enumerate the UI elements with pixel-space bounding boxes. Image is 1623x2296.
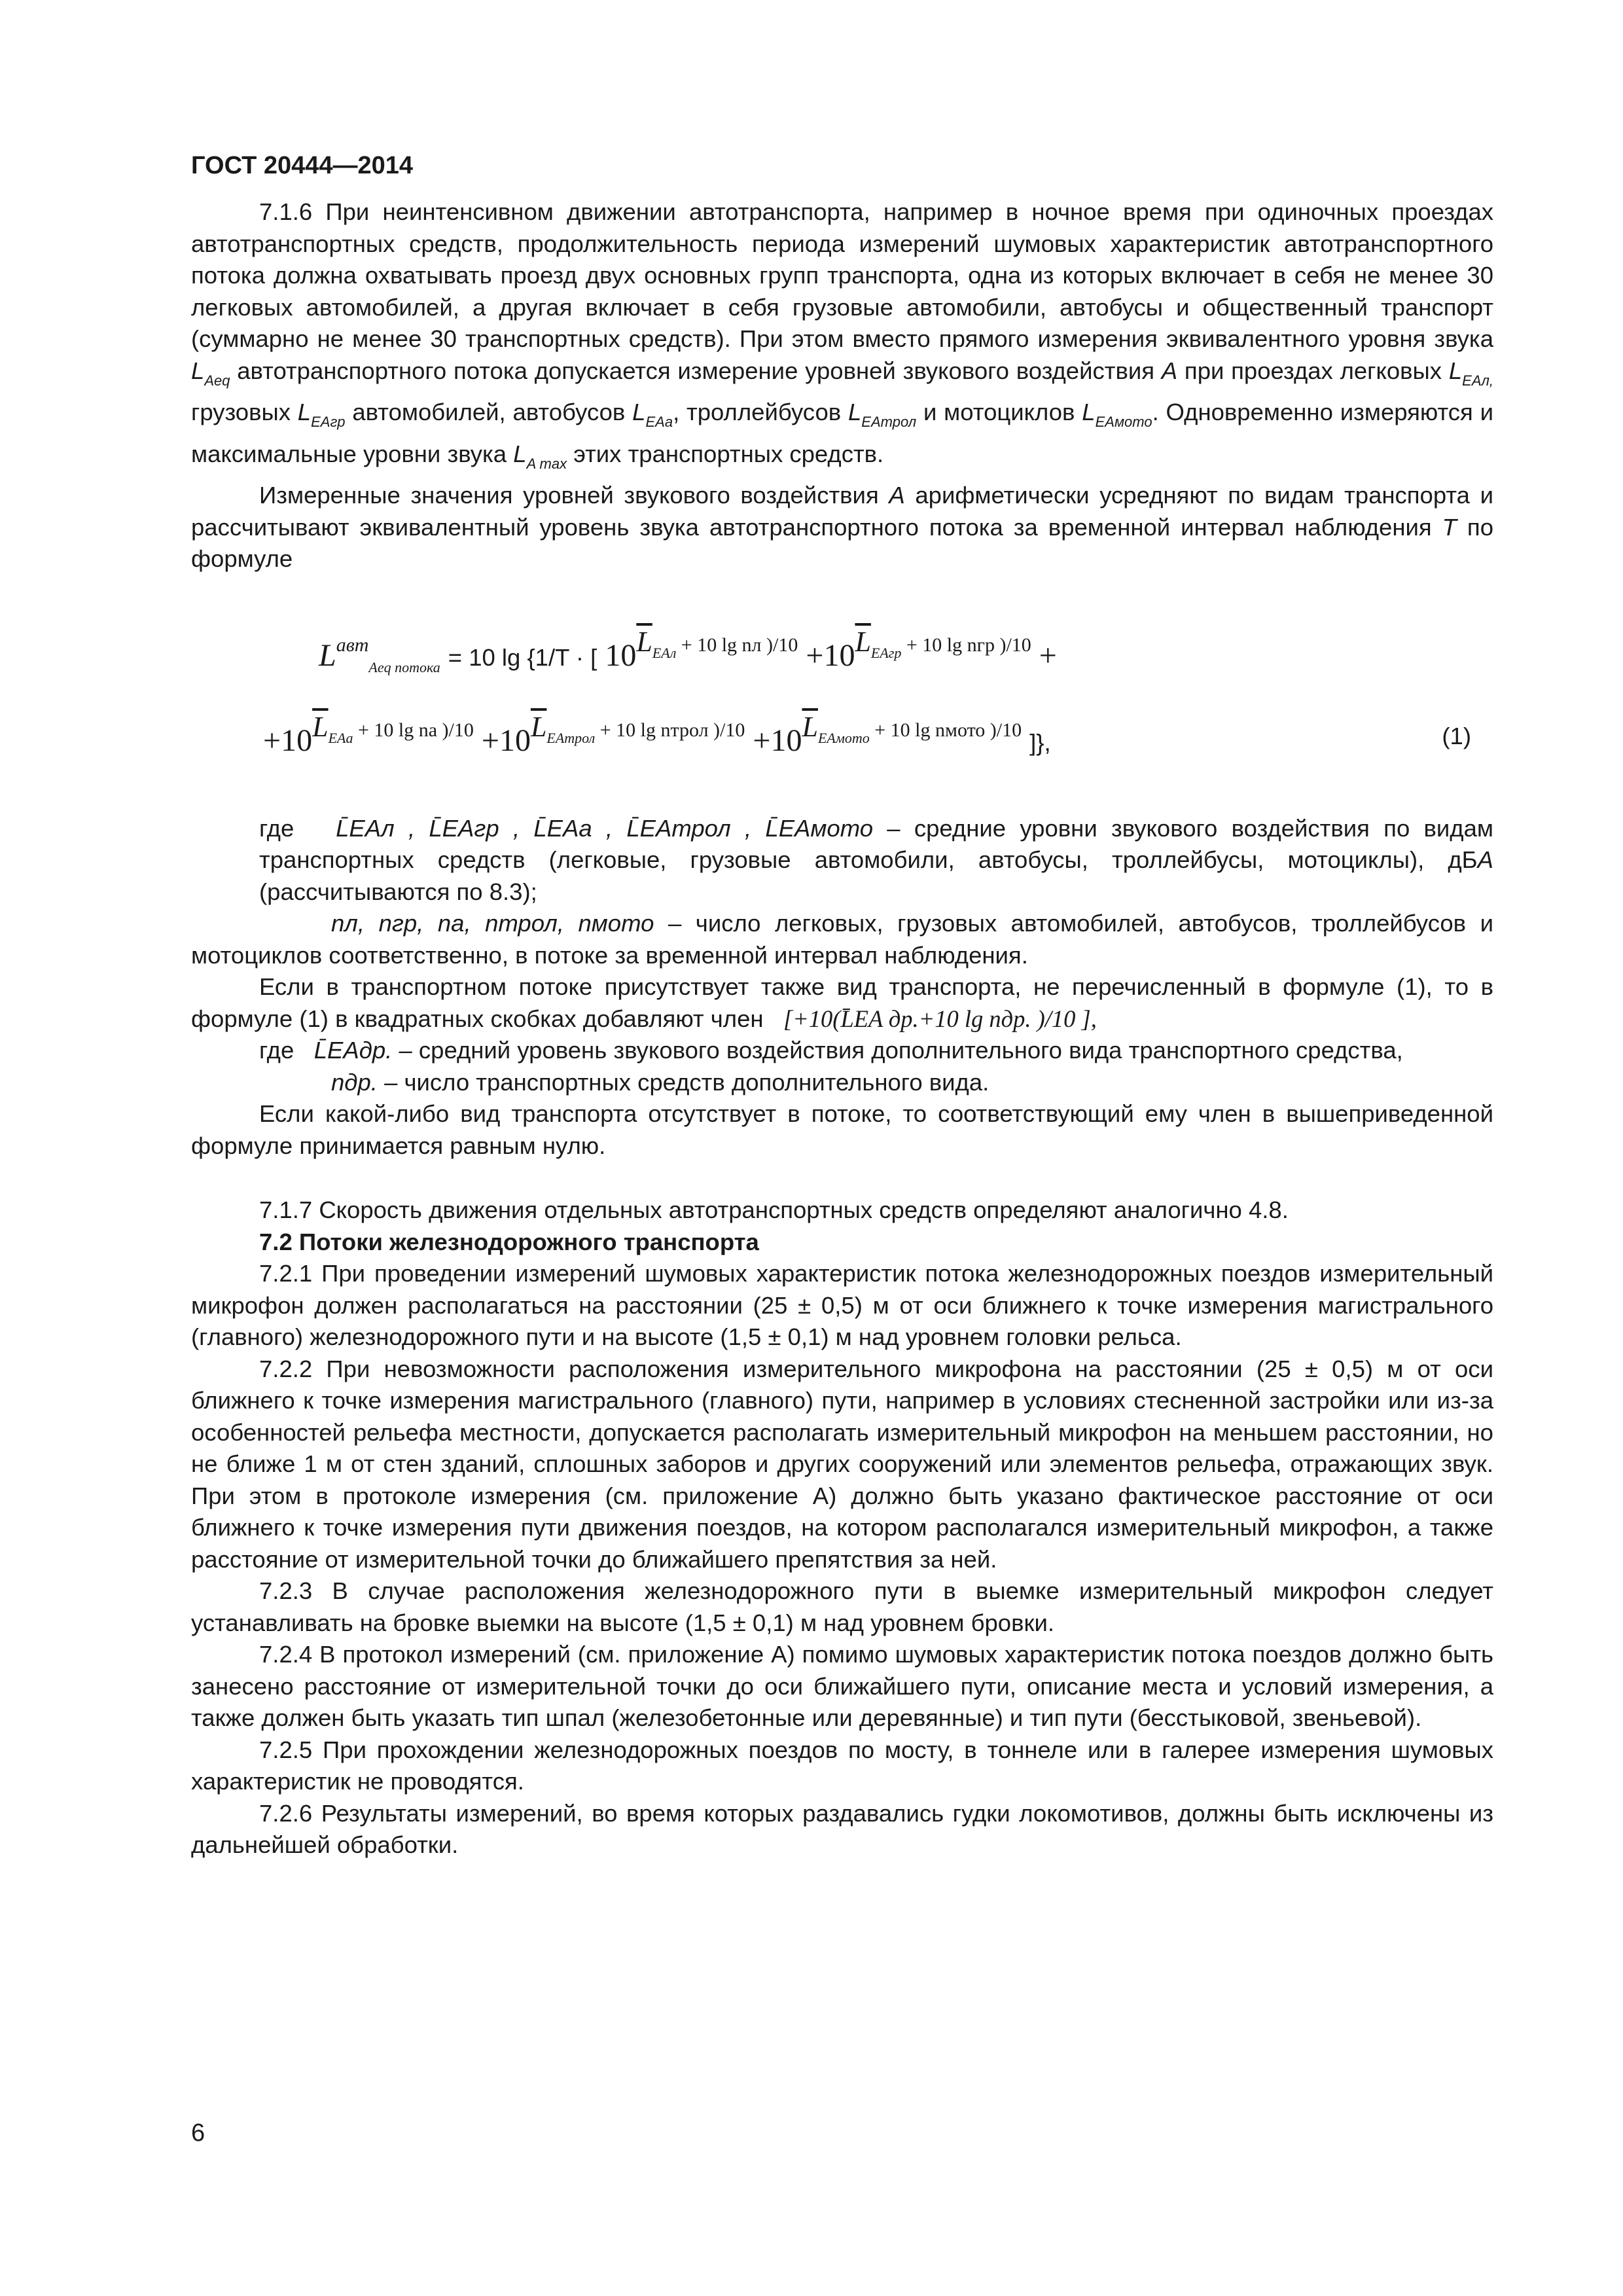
standard-header: ГОСТ 20444—2014 (191, 152, 414, 179)
paragraph-7-2-1: 7.2.1 При проведении измерений шумовых характеристик потока железнодорожных поездов измерительный микрофон должен располагаться на расстоянии (25 ± 0,5) м от оси ближнего к точке измерения магистрального (главного) железнодорожного пути и на высоте (1,5 ± 0,1) м над уровнем головки рельса. (191, 1260, 1493, 1350)
paragraph-7-2-5: 7.2.5 При прохождении железнодорожных поездов по мосту, в тоннеле или в галерее измерения шумовых характеристик не проводятся. (191, 1736, 1493, 1795)
page-number: 6 (191, 2119, 205, 2147)
where-extra-n-clause: nдр. – число транспортных средств дополнительного вида. (331, 1068, 990, 1096)
page-body (191, 196, 1493, 1861)
paragraph-7-2-6: 7.2.6 Результаты измерений, во время которых раздавались гудки локомотивов, должны быть исключены из дальнейшей обработки. (191, 1799, 1493, 1858)
where-clause: где L̄EAл , L̄EAгр , L̄EAa , L̄EAтрол , L̄EAмото – средние уровни звукового воздействия по видам транспортных средств (легковые, грузовые автомобили, автобусы, троллейбусы, мотоциклы), дБА (рассчитываются по 8.3); (259, 814, 1493, 905)
formula-line-2: $+10^{\overline{L}_{EAa} + 10 lg na )/10} +10^{\overline{L}_{EAтрол} + 10 lg nтрол )/10} +10^{\overline{L}_{EAмото} + 10 lg nмото )/10}$ ]}, (1) (263, 710, 1471, 758)
where-extra-clause: где L̄EAдр. – средний уровень звукового воздействия дополнительного вида транспортного средства, (259, 1037, 1403, 1064)
formula-line-1: $L^{авт}_{Aeq потока} = 10$ lg {1/T · [ $10^{\overline{L}_{EAл} + 10 lg nл )/10} +10^{\overline{L}_{EAгр} + 10 lg nгр )/10}$ + (319, 625, 1057, 675)
paragraph-7-2-4: 7.2.4 В протокол измерений (см. приложение А) помимо шумовых характеристик потока поездов должно быть занесено расстояние от измерительной точки до оси ближайшего пути, описание места и условий измерения, а также должен быть указать тип шпал (железобетонные или деревянные) и тип пути (бесстыковой, звеньевой). (191, 1641, 1493, 1731)
paragraph-7-2-2: 7.2.2 При невозможности расположения измерительного микрофона на расстоянии (25 ± 0,5) м от оси ближнего к точке измерения магистрального (главного) пути, например в условиях стесненной застройки или из-за особенностей рельефа местности, допускается располагать измерительный микрофон на меньшем расстоянии, но не ближе 1 м от стен зданий, сплошных заборов и других сооружений или элементов рельефа, отражающих звук. При этом в протоколе измерения (см. приложение А) должно быть указано фактическое расстояние от оси ближнего к точке измерения пути движения поездов, на котором располагался измерительный микрофон, а также расстояние от измерительной точки до ближайшего препятствия за ней. (191, 1355, 1493, 1573)
paragraph-extra-term: Если в транспортном потоке присутствует также вид транспорта, не перечисленный в формуле (1), то в формуле (1) в квадратных скобках добавляют член [+10(L̄EA др.+10 lg nдр. )/10 ], (191, 973, 1493, 1032)
paragraph-7-1-6: 7.1.6 При неинтенсивном движении автотранспорта, например в ночное время при одиночных проездах автотранспортных средств, продолжительность периода измерений шумовых характеристик автотранспортного потока должна охватывать проезд двух основных групп транспорта, одна из которых включает в себя не менее 30 легковых автомобилей, а другая включает в себя грузовые автомобили, автобусы и общественный транспорт (суммарно не менее 30 транспортных средств). При этом вместо прямого измерения эквивалентного уровня звука $L_{Aeq}$ автотранспортного потока допускается измерение уровней звукового воздействия А при проездах легковых $L_{EAл,}$ грузовых $L_{EAгр}$ автомобилей, автобусов $L_{EAa}$, троллейбусов $L_{EAтрол}$ и мотоциклов $L_{EAмото}$. Одновременно измеряются и максимальные уровни звука $L_{A max}$ этих транспортных средств. (191, 198, 1494, 472)
paragraph-averaging: Измеренные значения уровней звукового воздействия А арифметически усредняют по видам транспорта и рассчитывают эквивалентный уровень звука автотранспортного потока за временной интервал наблюдения T по формуле (191, 482, 1493, 572)
section-7-2-title: 7.2 Потоки железнодорожного транспорта (259, 1228, 759, 1255)
where-n-clause: nл, nгр, na, nтрол, nмото – число легковых, грузовых автомобилей, автобусов, троллейбусов и мотоциклов соответственно, в потоке за временной интервал наблюдения. (191, 910, 1493, 969)
paragraph-7-1-7: 7.1.7 Скорость движения отдельных автотранспортных средств определяют аналогично 4.8. (259, 1196, 1289, 1223)
paragraph-zero: Если какой-либо вид транспорта отсутствует в потоке, то соответствующий ему член в вышеприведенной формуле принимается равным нулю. (191, 1100, 1493, 1159)
formula-number: (1) (1442, 722, 1471, 749)
paragraph-7-2-3: 7.2.3 В случае расположения железнодорожного пути в выемке измерительный микрофон следует устанавливать на бровке выемки на высоте (1,5 ± 0,1) м над уровнем бровки. (191, 1577, 1493, 1636)
